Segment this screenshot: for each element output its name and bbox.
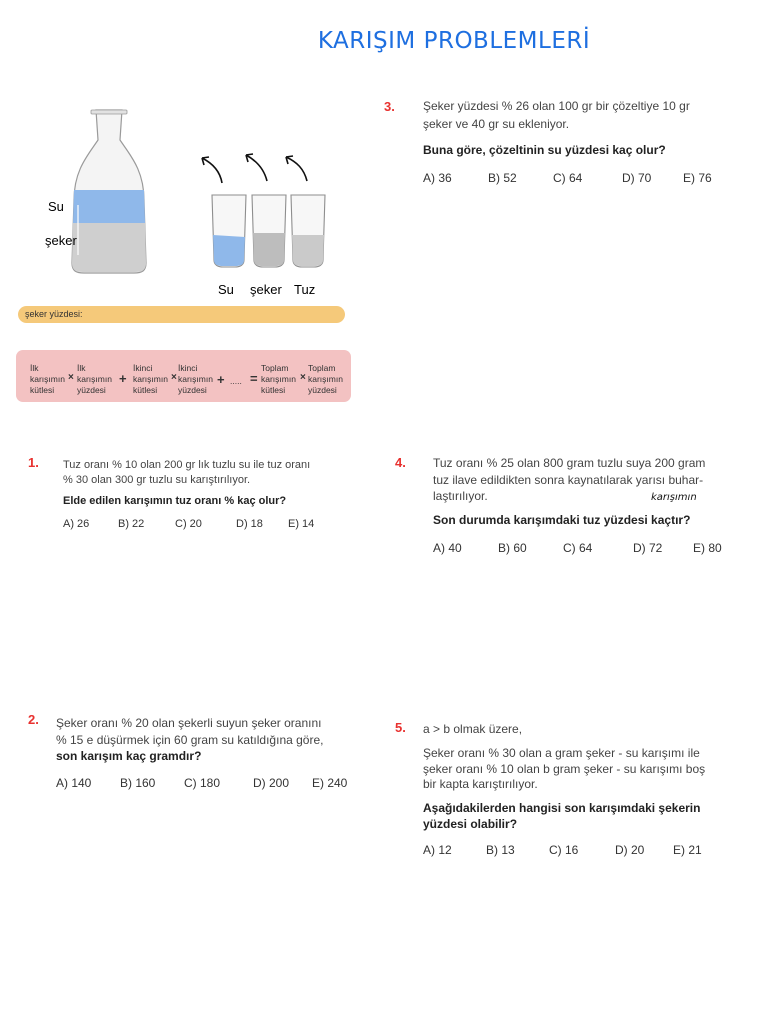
question-2-option-c: C) 180 <box>184 776 221 790</box>
page-title: KARIŞIM PROBLEMLERİ <box>317 28 591 54</box>
question-3-prompt: Buna göre, çözeltinin su yüzdesi kaç olur? <box>423 143 666 157</box>
question-5-option-c: C) 16 <box>549 843 579 857</box>
question-5-option-a: A) 12 <box>423 843 452 857</box>
formula-term-first-percent: İlk karışımın yüzdesi <box>77 363 112 395</box>
question-1-number: 1. <box>28 455 39 470</box>
question-4-line-2: tuz ilave edildikten sonra kaynatılarak yarısı buhar- <box>433 473 704 487</box>
question-5-option-d: D) 20 <box>615 843 645 857</box>
question-4-option-d: D) 72 <box>633 541 663 555</box>
plus-sign: + <box>119 371 127 386</box>
equals-sign: = <box>250 371 258 386</box>
pour-arrows <box>202 154 307 183</box>
question-3-option-b: B) 52 <box>488 171 517 185</box>
question-2-option-b: B) 160 <box>120 776 156 790</box>
question-1-option-b: B) 22 <box>118 518 145 530</box>
question-4-number: 4. <box>395 455 406 470</box>
question-2-prompt: son karışım kaç gramdır? <box>56 749 202 763</box>
question-1-option-c: C) 20 <box>175 518 202 530</box>
question-1-line-1: Tuz oranı % 10 olan 200 gr lık tuzlu su ile tuz oranı <box>63 459 311 471</box>
question-5-prompt-line-2: yüzdesi olabilir? <box>423 817 518 831</box>
formula-term-first-mass: İlk karışımın kütlesi <box>30 363 65 395</box>
question-4-line-1: Tuz oranı % 25 olan 800 gram tuzlu suya 200 gram <box>433 456 706 470</box>
question-2-option-e: E) 240 <box>312 776 348 790</box>
question-1-prompt: Elde edilen karışımın tuz oranı % kaç olur? <box>63 495 287 507</box>
formula-term-total-percent: Toplam karışımın yüzdesi <box>308 363 343 395</box>
glass-sugar-illustration <box>252 195 286 267</box>
question-2-option-d: D) 200 <box>253 776 290 790</box>
formula-term-second-mass: İkinci karışımın kütlesi <box>133 363 168 395</box>
question-5-prompt-line-1: Aşağıdakilerden hangisi son karışımdaki şekerin <box>423 801 701 815</box>
glass-label-salt: Tuz <box>294 282 316 297</box>
question-1-line-2: % 30 olan 300 gr tuzlu su karıştırılıyor. <box>63 474 251 486</box>
sugar-label: şeker <box>45 233 77 248</box>
glass-label-sugar: şeker <box>250 282 282 297</box>
formula-term-second-percent: İkinci karışımın yüzdesi <box>178 363 213 395</box>
question-4-line-3: laştırılıyor. <box>433 489 488 503</box>
question-2-line-2: % 15 e düşürmek için 60 gram su katıldığına göre, <box>56 733 324 747</box>
sugar-percentage-label: şeker yüzdesi: <box>25 309 83 319</box>
plus-sign: + <box>217 372 225 387</box>
question-4-option-e: E) 80 <box>693 541 722 555</box>
carafe-illustration <box>72 110 146 273</box>
question-5-line-1: Şeker oranı % 30 olan a gram şeker - su karışımı ile <box>423 746 700 760</box>
glass-salt-illustration <box>291 195 325 267</box>
question-3-line-2: şeker ve 40 gr su ekleniyor. <box>423 117 570 131</box>
question-2-number: 2. <box>28 712 39 727</box>
mixture-diagram <box>70 95 340 280</box>
question-4-prompt: Son durumda karışımdaki tuz yüzdesi kaçtır? <box>433 513 691 527</box>
question-3-option-e: E) 76 <box>683 171 712 185</box>
question-1-option-d: D) 18 <box>236 518 263 530</box>
question-1-option-a: A) 26 <box>63 518 90 530</box>
question-4-option-a: A) 40 <box>433 541 462 555</box>
question-3-option-a: A) 36 <box>423 171 452 185</box>
question-5-number: 5. <box>395 720 406 735</box>
glass-label-water: Su <box>218 282 234 297</box>
question-2-line-1: Şeker oranı % 20 olan şekerli suyun şeker oranını <box>56 716 322 730</box>
handwritten-note: karışımın <box>651 492 697 503</box>
question-3-option-d: D) 70 <box>622 171 652 185</box>
times-sign: × <box>68 372 74 383</box>
question-1-option-e: E) 14 <box>288 518 315 530</box>
times-sign: × <box>171 372 177 383</box>
question-5-line-3: bir kapta karıştırılıyor. <box>423 777 538 791</box>
water-label: Su <box>48 199 64 214</box>
question-5-intro: a > b olmak üzere, <box>423 722 523 736</box>
times-sign: × <box>300 372 306 383</box>
question-2-option-a: A) 140 <box>56 776 92 790</box>
question-3-option-c: C) 64 <box>553 171 583 185</box>
question-5-line-2: şeker oranı % 10 olan b gram şeker - su karışımı boş <box>423 762 706 776</box>
question-5-option-b: B) 13 <box>486 843 515 857</box>
question-4-option-b: B) 60 <box>498 541 527 555</box>
formula-term-total-mass: Toplam karışımın kütlesi <box>261 363 296 395</box>
question-5-option-e: E) 21 <box>673 843 702 857</box>
ellipsis: ..... <box>230 376 242 386</box>
question-3-line-1: Şeker yüzdesi % 26 olan 100 gr bir çözeltiye 10 gr <box>423 99 690 113</box>
glass-water-illustration <box>212 195 246 267</box>
question-3-number: 3. <box>384 99 395 114</box>
question-4-option-c: C) 64 <box>563 541 593 555</box>
